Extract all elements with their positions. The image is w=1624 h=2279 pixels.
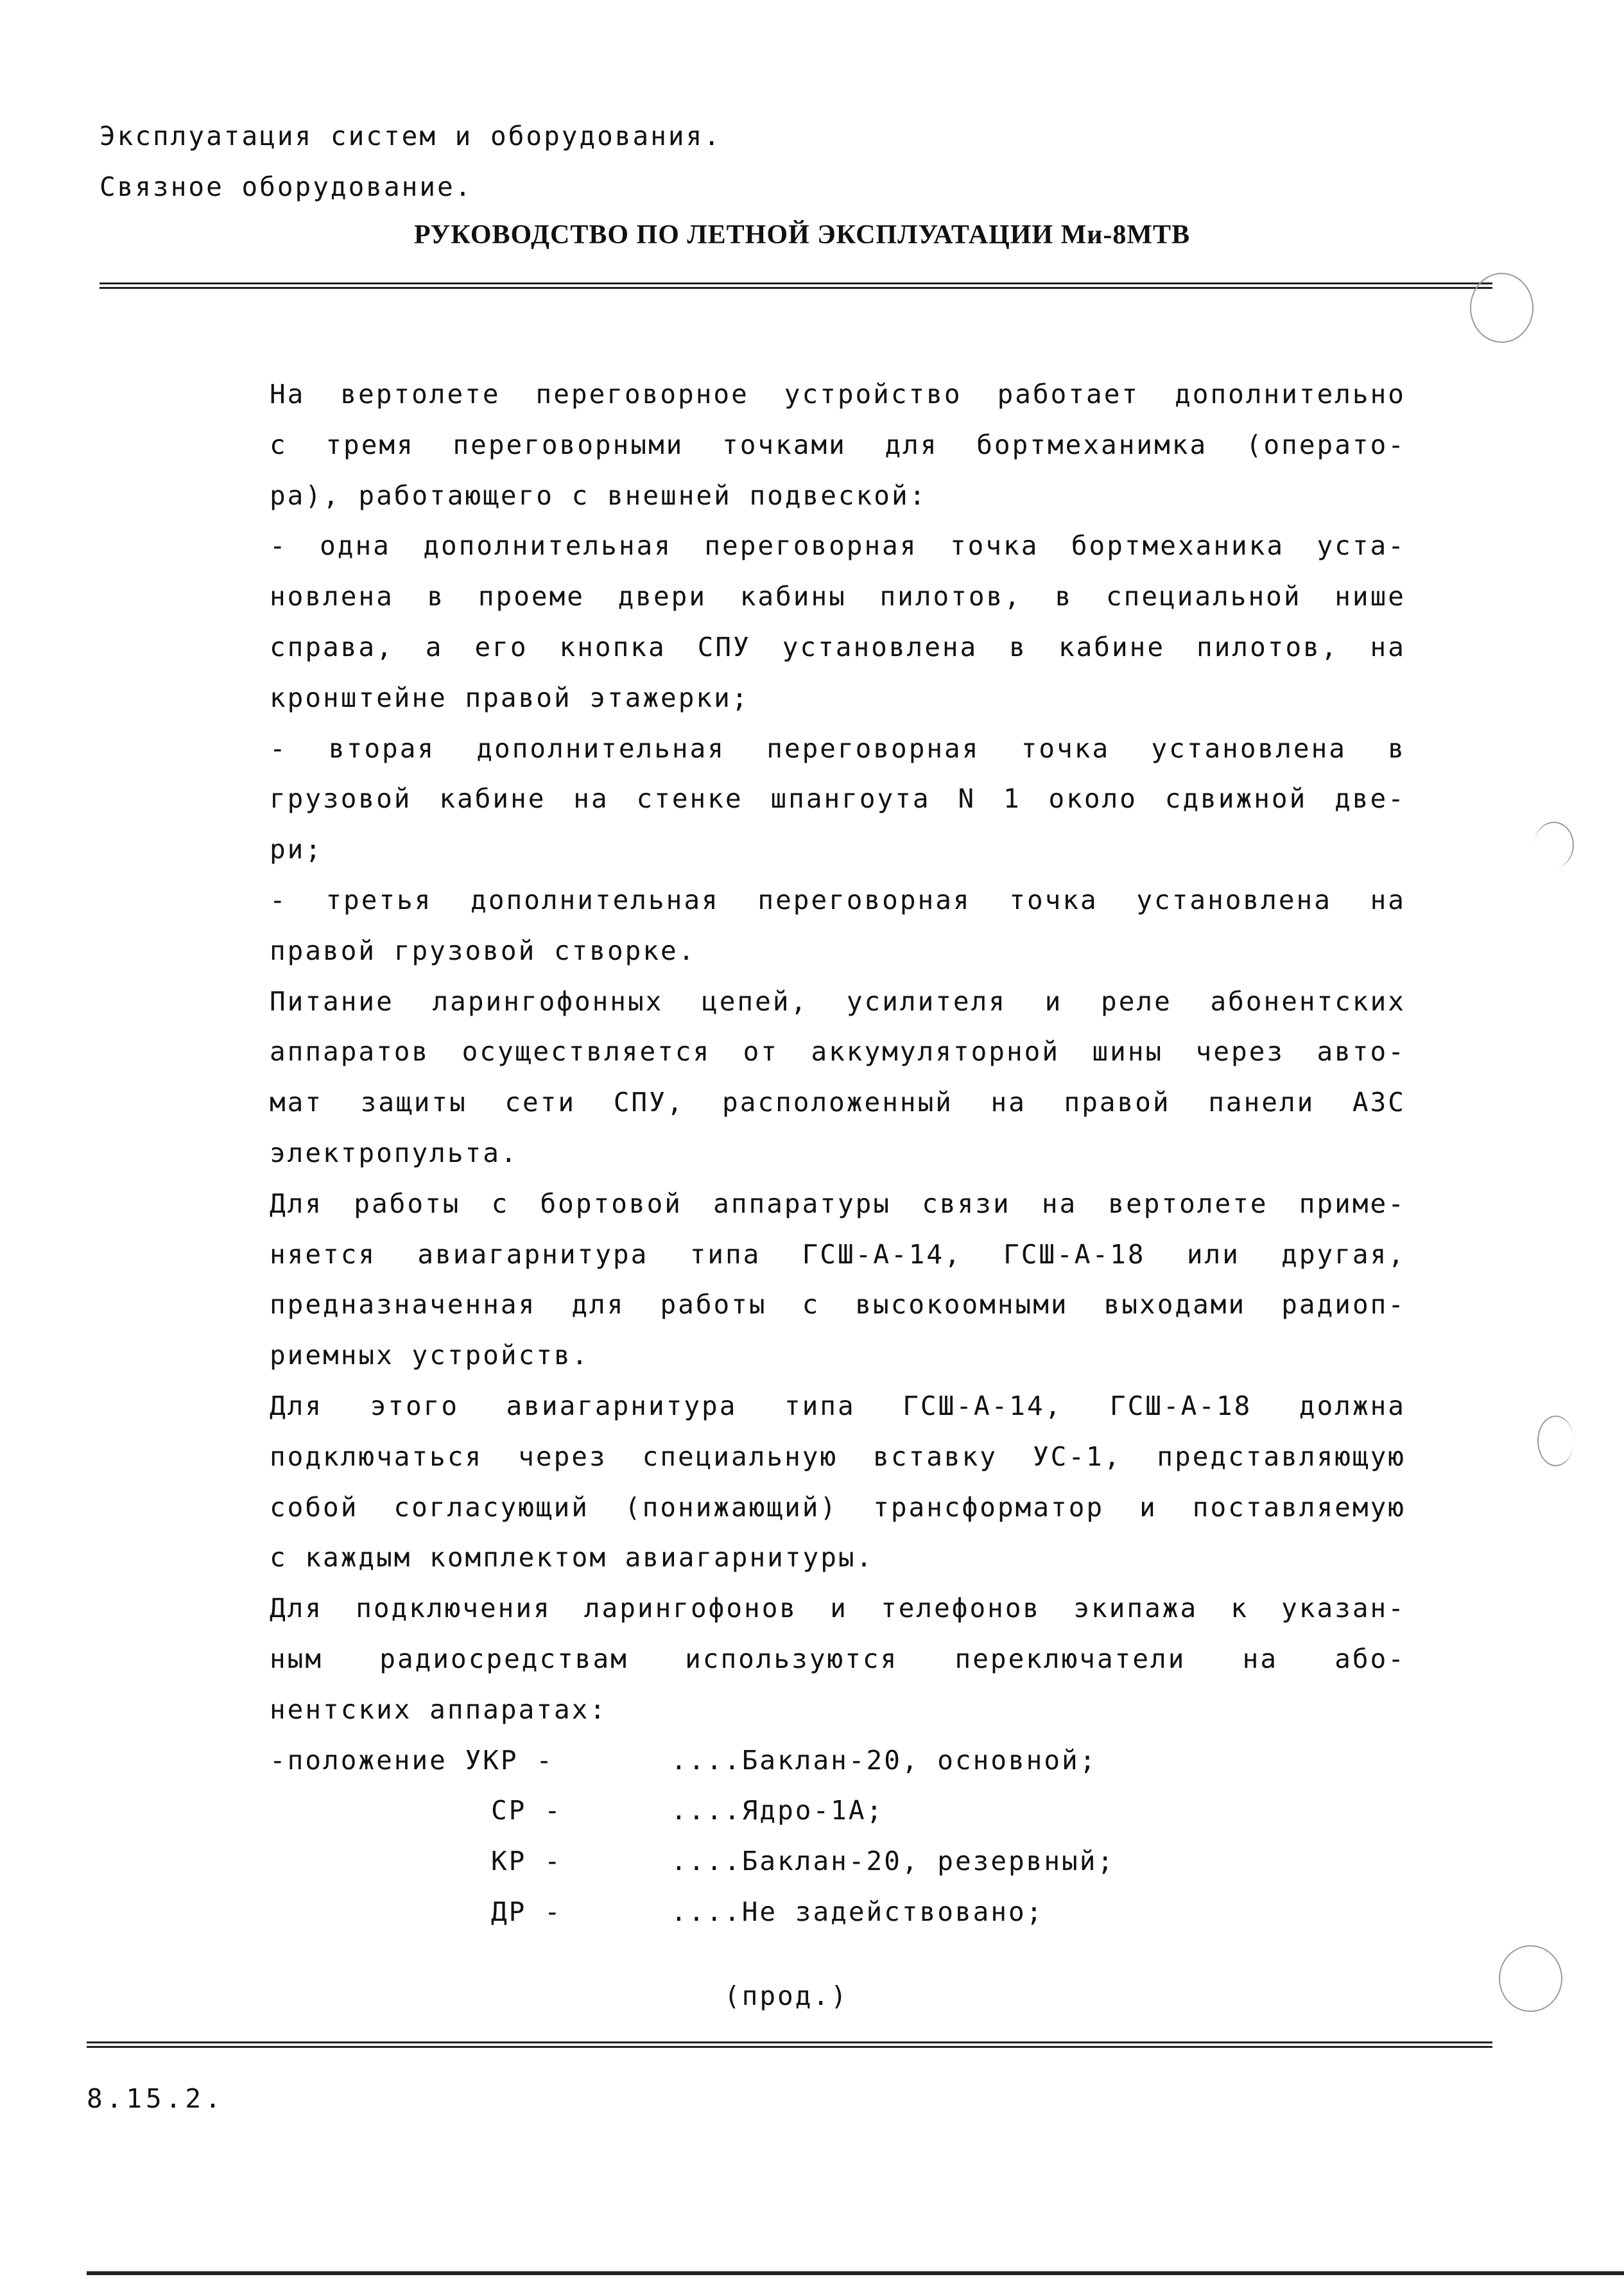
word: аппаратов — [270, 1036, 430, 1068]
word: проеме — [478, 581, 585, 612]
bottom-edge-rule — [87, 2271, 1624, 2275]
word: СПУ — [697, 631, 751, 663]
bottom-rule — [87, 2041, 1492, 2048]
body-line — [270, 976, 1406, 1027]
word: уста- — [1317, 530, 1406, 562]
body-line — [270, 1583, 1406, 1634]
body-line — [270, 1229, 1406, 1280]
word: бортмеханимка — [976, 429, 1208, 460]
word: переговорная — [757, 884, 971, 915]
body-line: риемных устройств. — [270, 1340, 590, 1371]
word: две- — [1335, 783, 1406, 815]
punch-hole — [1537, 1416, 1574, 1466]
word: двери — [618, 581, 707, 612]
word: третья — [325, 884, 433, 915]
body-line — [270, 875, 1406, 926]
word: специальную — [642, 1441, 838, 1472]
word: дополнительная — [476, 732, 725, 764]
word: нише — [1335, 581, 1406, 612]
switch-position-label: -положение УКР - — [270, 1744, 554, 1776]
body-line — [270, 420, 1406, 471]
word: поставляемую — [1192, 1491, 1406, 1523]
page-number: 8.15.2. — [87, 2083, 225, 2114]
word: дополнительно — [1175, 379, 1406, 410]
body-line — [270, 1279, 1406, 1330]
word: собой — [270, 1491, 359, 1523]
word: указан- — [1281, 1593, 1406, 1624]
word: расположенный — [722, 1087, 953, 1118]
word: установлена — [782, 631, 978, 663]
body-line: нентских аппаратах: — [270, 1694, 607, 1725]
word: осуществляется — [462, 1036, 711, 1068]
word: дополнительная — [471, 884, 720, 915]
word: ГСШ-А-18 — [1003, 1238, 1146, 1270]
word: с — [491, 1188, 510, 1219]
word: (понижающий) — [624, 1491, 838, 1523]
body-text — [270, 369, 1406, 1937]
word: установлена — [1136, 884, 1332, 915]
word: (операто- — [1245, 429, 1406, 460]
word: переговорная — [704, 530, 918, 562]
body-line — [270, 1077, 1406, 1128]
body-line: правой грузовой створке. — [270, 935, 696, 966]
word: этого — [370, 1390, 459, 1421]
word: и — [1139, 1491, 1157, 1523]
word: вертолете — [340, 379, 501, 410]
word: Для — [270, 1593, 324, 1624]
word: точка — [1009, 884, 1098, 915]
word: кабины — [739, 581, 847, 612]
switch-position-row — [270, 1836, 1406, 1887]
word: телефонов — [881, 1593, 1041, 1624]
body-line — [270, 1432, 1406, 1482]
body-line — [270, 571, 1406, 622]
word: около — [1048, 783, 1137, 815]
word: а — [425, 631, 444, 663]
word: через — [518, 1441, 607, 1472]
body-line: с каждым комплектом авиагарнитуры. — [270, 1542, 874, 1573]
word: усилителя — [846, 985, 1006, 1017]
word: переговорными — [453, 429, 684, 460]
word: переключатели — [955, 1643, 1186, 1674]
word: от — [743, 1036, 779, 1068]
word: кабине — [439, 783, 546, 815]
word: сдвижной — [1164, 783, 1308, 815]
word: правой — [1064, 1087, 1171, 1118]
word: СПУ, — [613, 1087, 685, 1118]
word: Для — [270, 1188, 324, 1219]
word: защиты — [360, 1087, 467, 1118]
word: сети — [505, 1087, 576, 1118]
switch-position-row — [270, 1735, 1406, 1786]
body-line — [270, 724, 1406, 774]
word: пилотов, — [879, 581, 1022, 612]
word: абонентских — [1210, 985, 1406, 1017]
word: связи — [922, 1188, 1011, 1219]
word: точка — [949, 530, 1039, 562]
word: приме- — [1299, 1188, 1406, 1219]
body-lines — [270, 369, 1406, 1735]
word: кнопка — [559, 631, 666, 663]
word: ларингофонных — [432, 985, 664, 1017]
word: радиосредствам — [379, 1643, 628, 1674]
word: подключения — [356, 1593, 551, 1624]
word: переговорная — [766, 732, 980, 764]
word: пилотов, — [1196, 631, 1339, 663]
word: его — [474, 631, 528, 663]
word: УС-1, — [1032, 1441, 1122, 1472]
word: высокоомными — [855, 1289, 1069, 1321]
word: и — [830, 1593, 848, 1624]
body-line: кронштейне правой этажерки; — [270, 682, 750, 713]
word: реле — [1101, 985, 1172, 1017]
word: на — [1370, 631, 1406, 663]
word: трансформатор — [873, 1491, 1105, 1523]
word: для — [885, 429, 938, 460]
body-line — [270, 1179, 1406, 1229]
word: цепей, — [702, 985, 809, 1017]
word: или — [1186, 1238, 1240, 1270]
word: и — [1044, 985, 1063, 1017]
word: с — [270, 429, 288, 460]
word: авиагарнитура — [417, 1238, 649, 1270]
word: - — [270, 884, 288, 915]
word: установлена — [1151, 732, 1347, 764]
body-line: ри; — [270, 834, 324, 865]
word: вторая — [328, 732, 436, 764]
switch-position-label: КР - — [491, 1846, 562, 1877]
word: ларингофонов — [583, 1593, 798, 1624]
body-line: электропульта. — [270, 1137, 519, 1168]
switch-position-value: ....Ядро-1А; — [671, 1795, 885, 1826]
word: подключаться — [270, 1441, 483, 1472]
word: предназначенная — [270, 1289, 537, 1321]
word: - — [270, 732, 288, 764]
word: представляющую — [1157, 1441, 1406, 1472]
word: специальной — [1106, 581, 1302, 612]
word: тремя — [325, 429, 415, 460]
word: переговорное — [535, 379, 749, 410]
switch-position-value: ....Баклан-20, резервный; — [671, 1846, 1116, 1877]
word: грузовой — [270, 783, 412, 815]
word: бортмеханика — [1071, 530, 1285, 562]
word: Питание — [270, 985, 394, 1017]
word: устройство — [784, 379, 962, 410]
word: аппаратуры — [713, 1188, 891, 1219]
word: к — [1231, 1593, 1248, 1624]
word: на — [990, 1087, 1026, 1118]
word: АЗС — [1352, 1087, 1406, 1118]
word: новлена — [270, 581, 394, 612]
word: одна — [320, 530, 391, 562]
header-section: Эксплуатация систем и оборудования. — [99, 121, 721, 152]
word: ным — [270, 1643, 324, 1674]
body-line — [270, 1482, 1406, 1533]
word: другая, — [1281, 1238, 1406, 1270]
word: авиагарнитура — [506, 1390, 738, 1421]
word: кабине — [1058, 631, 1166, 663]
body-line: ра), работающего с внешней подвеской: — [270, 480, 928, 511]
word: на — [1041, 1188, 1078, 1219]
word: мат — [270, 1087, 324, 1118]
punch-hole — [1499, 1945, 1562, 2012]
word: На — [270, 379, 306, 410]
word: выходами — [1103, 1289, 1247, 1321]
word: 1 — [1003, 783, 1021, 815]
word: вставку — [873, 1441, 998, 1472]
word: используются — [685, 1643, 899, 1674]
word: бортовой — [540, 1188, 682, 1219]
word: N — [958, 783, 976, 815]
switch-position-value: ....Не задействовано; — [671, 1896, 1044, 1927]
word: або- — [1335, 1643, 1406, 1674]
word: экипажа — [1073, 1593, 1198, 1624]
word: согласующий — [393, 1491, 589, 1523]
word: шины — [1092, 1036, 1164, 1068]
word: дополнительная — [423, 530, 672, 562]
word: в — [1009, 631, 1027, 663]
word: справа, — [270, 631, 394, 663]
word: типа — [689, 1238, 761, 1270]
word: няется — [270, 1238, 377, 1270]
word: типа — [784, 1390, 856, 1421]
body-line — [270, 1634, 1406, 1685]
word: с — [802, 1289, 820, 1321]
word: должна — [1299, 1390, 1406, 1421]
word: в — [1388, 732, 1406, 764]
switch-position-row — [270, 1785, 1406, 1836]
word: в — [1055, 581, 1073, 612]
word: на — [573, 783, 609, 815]
header-subsection: Связное оборудование. — [99, 171, 473, 202]
word: работает — [997, 379, 1140, 410]
word: ГСШ-А-18 — [1109, 1390, 1252, 1421]
word: ГСШ-А-14, — [802, 1238, 962, 1270]
word: для — [571, 1289, 625, 1321]
word: в — [427, 581, 445, 612]
word: панели — [1208, 1087, 1315, 1118]
punch-hole — [1470, 273, 1533, 343]
switch-position-label: СР - — [491, 1795, 562, 1826]
continued-note: (прод.) — [724, 1980, 849, 2011]
body-line — [270, 521, 1406, 571]
switch-position-value: ....Баклан-20, основной; — [671, 1744, 1098, 1776]
word: через — [1195, 1036, 1285, 1068]
body-line — [270, 774, 1406, 824]
document-title: РУКОВОДСТВО ПО ЛЕТНОЙ ЭКСПЛУАТАЦИИ Ми-8МТВ — [414, 220, 1191, 250]
word: Для — [270, 1390, 324, 1421]
word: стенке — [636, 783, 743, 815]
word: аккумуляторной — [811, 1036, 1060, 1068]
switch-position-row — [270, 1887, 1406, 1937]
word: - — [270, 530, 288, 562]
word: вертолете — [1108, 1188, 1268, 1219]
word: точка — [1021, 732, 1110, 764]
word: работы — [354, 1188, 461, 1219]
switch-position-list — [270, 1735, 1406, 1937]
top-rule — [99, 282, 1492, 289]
word: радиоп- — [1281, 1289, 1406, 1321]
body-line — [270, 1381, 1406, 1432]
body-line — [270, 1027, 1406, 1077]
word: шпангоута — [770, 783, 931, 815]
body-line — [270, 622, 1406, 673]
word: точками — [722, 429, 847, 460]
word: авто- — [1317, 1036, 1406, 1068]
body-line — [270, 369, 1406, 420]
punch-hole — [1534, 822, 1574, 868]
switch-position-label: ДР - — [491, 1896, 562, 1927]
word: на — [1242, 1643, 1279, 1674]
word: работы — [660, 1289, 767, 1321]
word: на — [1370, 884, 1406, 915]
word: ГСШ-А-14, — [903, 1390, 1063, 1421]
